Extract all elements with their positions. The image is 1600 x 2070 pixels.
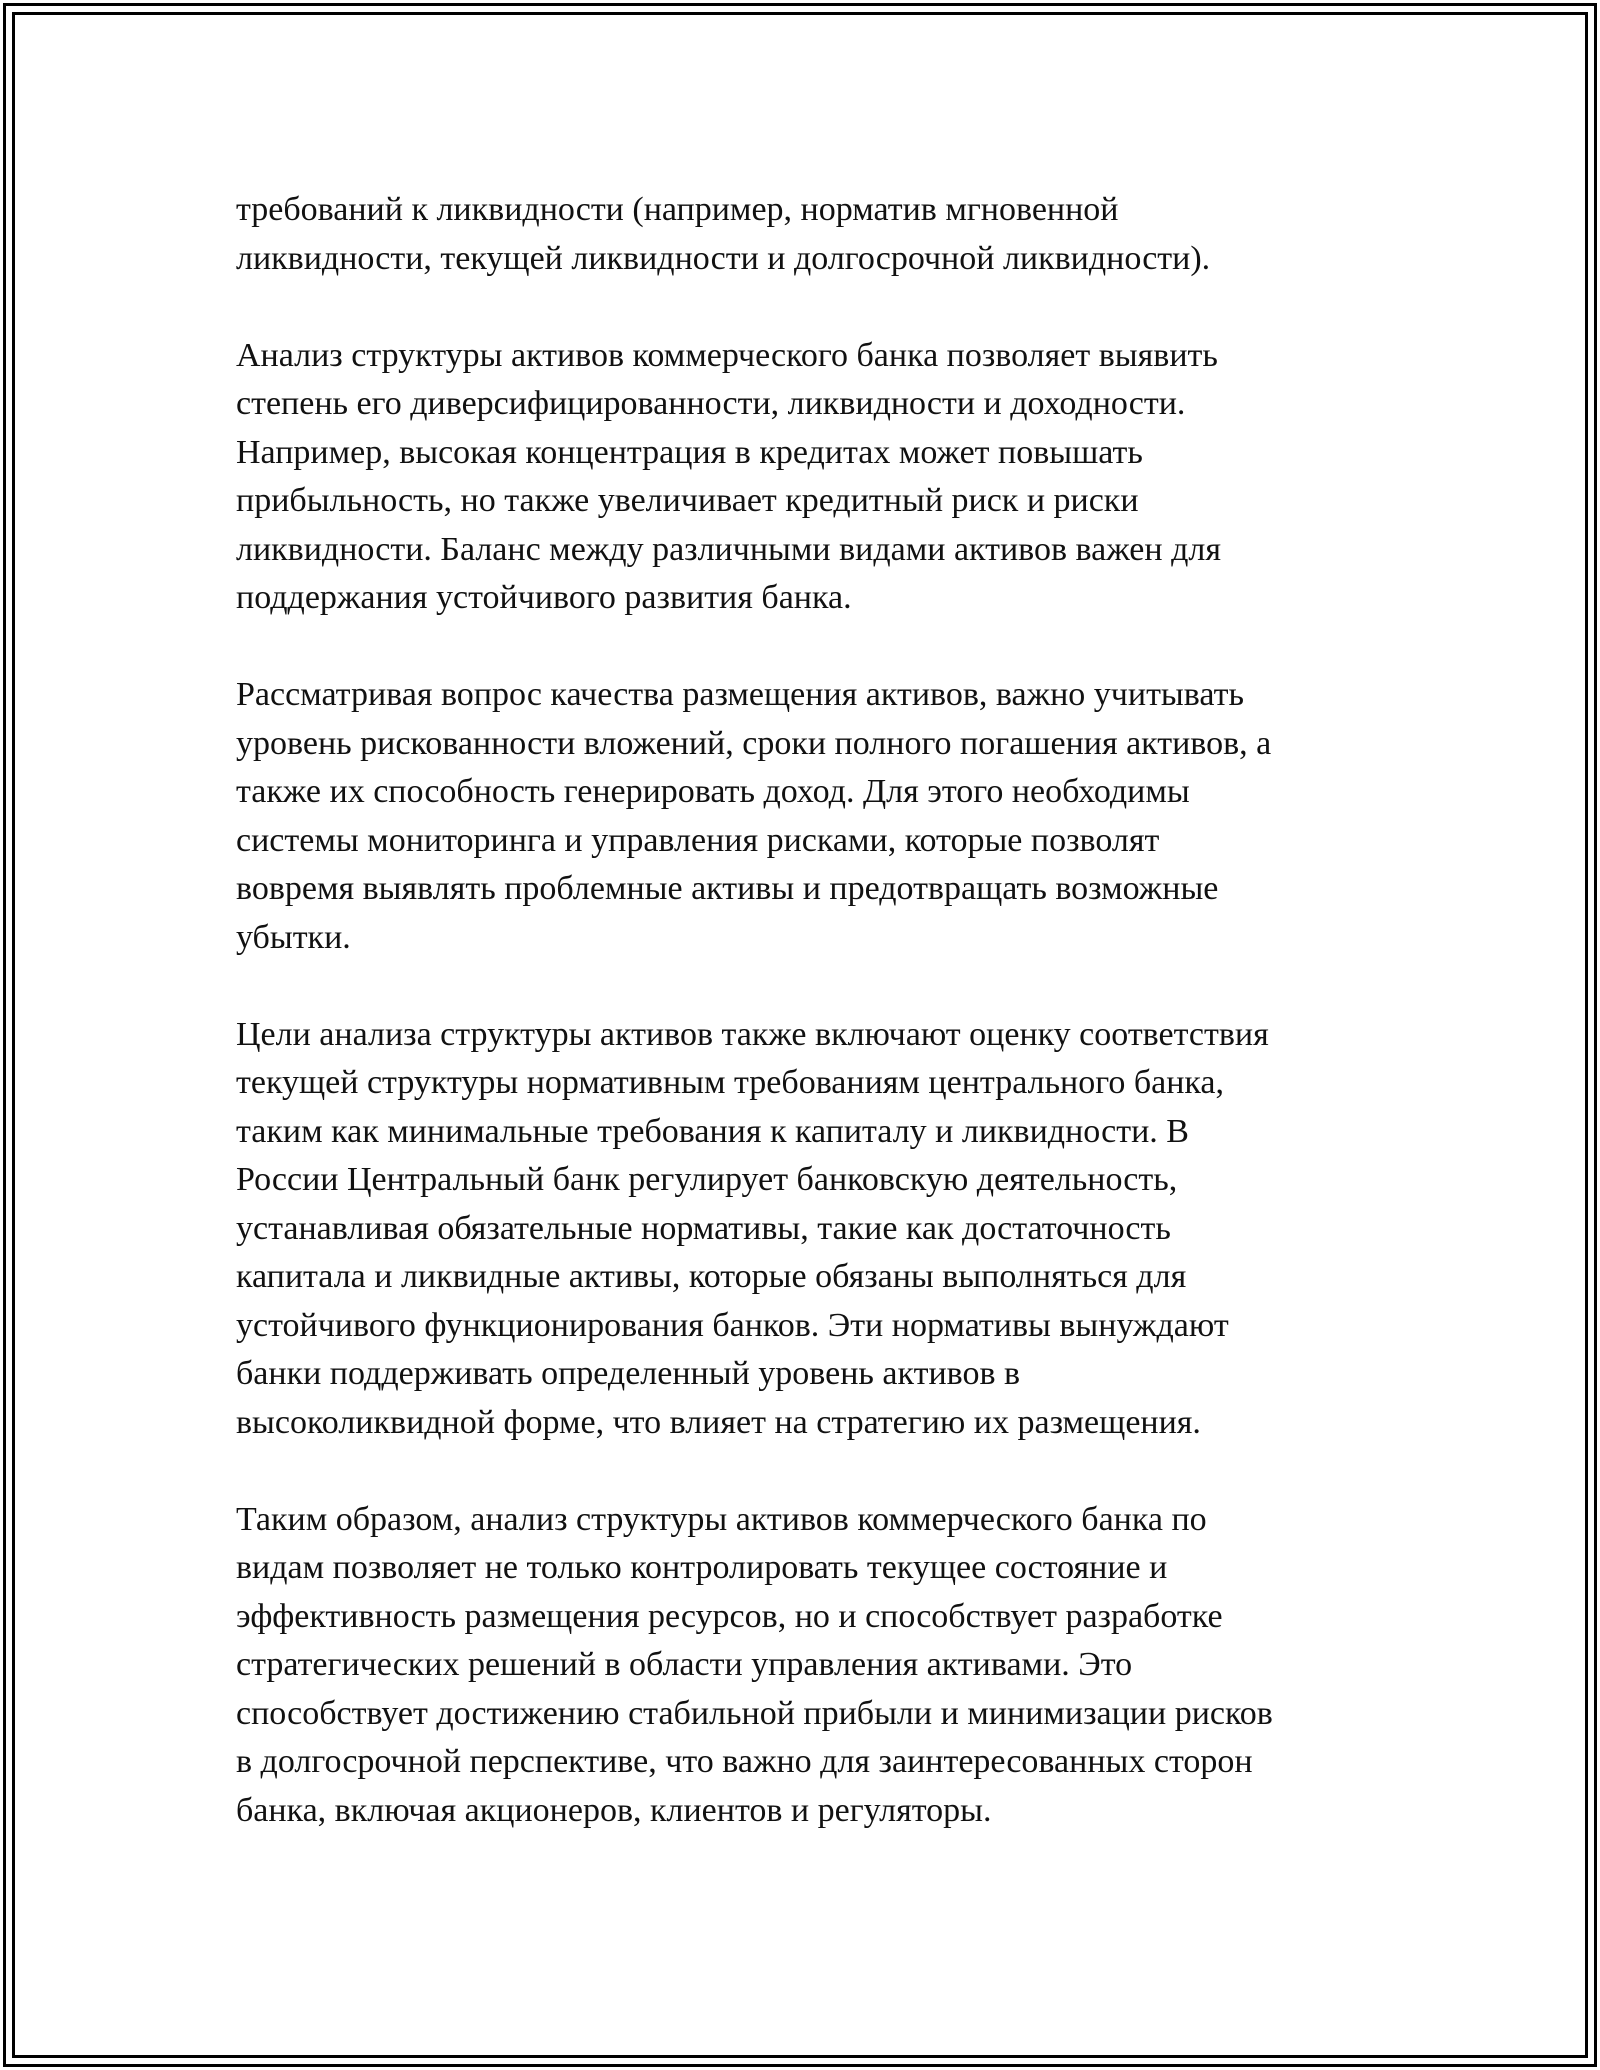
text-line: прибыльность, но также увеличивает кредитный риск и риски <box>236 482 1139 519</box>
text-line: в долгосрочной перспективе, что важно для заинтересованных сторон <box>236 1743 1253 1780</box>
text-line: ликвидности. Баланс между различными видами активов важен для <box>236 530 1221 568</box>
paragraph-asset-structure-analysis <box>236 332 1416 623</box>
text-line: Анализ структуры активов коммерческого банка позволяет выявить <box>236 336 1218 374</box>
text-line: капитала и ликвидные активы, которые обязаны выполняться для <box>236 1258 1187 1295</box>
text-line: Таким образом, анализ структуры активов коммерческого банка по <box>236 1500 1207 1538</box>
text-line: высоколиквидной форме, что влияет на стратегию их размещения. <box>236 1403 1201 1441</box>
paragraph-conclusion <box>236 1496 1416 1836</box>
text-line: стратегических решений в области управления активами. Это <box>236 1646 1133 1683</box>
text-line: требований к ликвидности (например, норматив мгновенной <box>236 191 1119 228</box>
text-line: эффективность размещения ресурсов, но и способствует разработке <box>236 1597 1223 1635</box>
text-line: банка, включая акционеров, клиентов и регуляторы. <box>236 1791 992 1829</box>
text-line: степень его диверсифицированности, ликвидности и доходности. <box>236 385 1186 422</box>
paragraph-regulatory-compliance <box>236 1011 1416 1448</box>
text-line: способствует достижению стабильной прибыли и минимизации рисков <box>236 1694 1273 1732</box>
text-line: устойчивого функционирования банков. Эти нормативы вынуждают <box>236 1306 1229 1344</box>
text-line: Рассматривая вопрос качества размещения активов, важно учитывать <box>236 676 1244 713</box>
text-line: устанавливая обязательные нормативы, такие как достаточность <box>236 1209 1171 1247</box>
text-line: видам позволяет не только контролировать текущее состояние и <box>236 1549 1168 1586</box>
text-line: России Центральный банк регулирует банковскую деятельность, <box>236 1161 1178 1198</box>
text-line: вовремя выявлять проблемные активы и предотвращать возможные <box>236 870 1219 907</box>
text-line: таким как минимальные требования к капиталу и ликвидности. В <box>236 1112 1189 1150</box>
text-line: также их способность генерировать доход. Для этого необходимы <box>236 773 1190 810</box>
document-body <box>236 186 1416 1884</box>
text-line: текущей структуры нормативным требованиям центрального банка, <box>236 1064 1225 1101</box>
text-line: Например, высокая концентрация в кредитах может повышать <box>236 433 1143 471</box>
paragraph-liquidity-requirements <box>236 186 1416 283</box>
text-line: уровень рискованности вложений, сроки полного погашения активов, а <box>236 724 1272 762</box>
text-line: Цели анализа структуры активов также включают оценку соответствия <box>236 1015 1269 1053</box>
text-line: ликвидности, текущей ликвидности и долгосрочной ликвидности). <box>236 239 1211 277</box>
text-line: системы мониторинга и управления рисками, которые позволят <box>236 821 1160 859</box>
paragraph-asset-placement-quality <box>236 671 1416 962</box>
text-line: поддержания устойчивого развития банка. <box>236 579 852 616</box>
text-line: банки поддерживать определенный уровень активов в <box>236 1355 1021 1392</box>
text-line: убытки. <box>236 918 351 956</box>
